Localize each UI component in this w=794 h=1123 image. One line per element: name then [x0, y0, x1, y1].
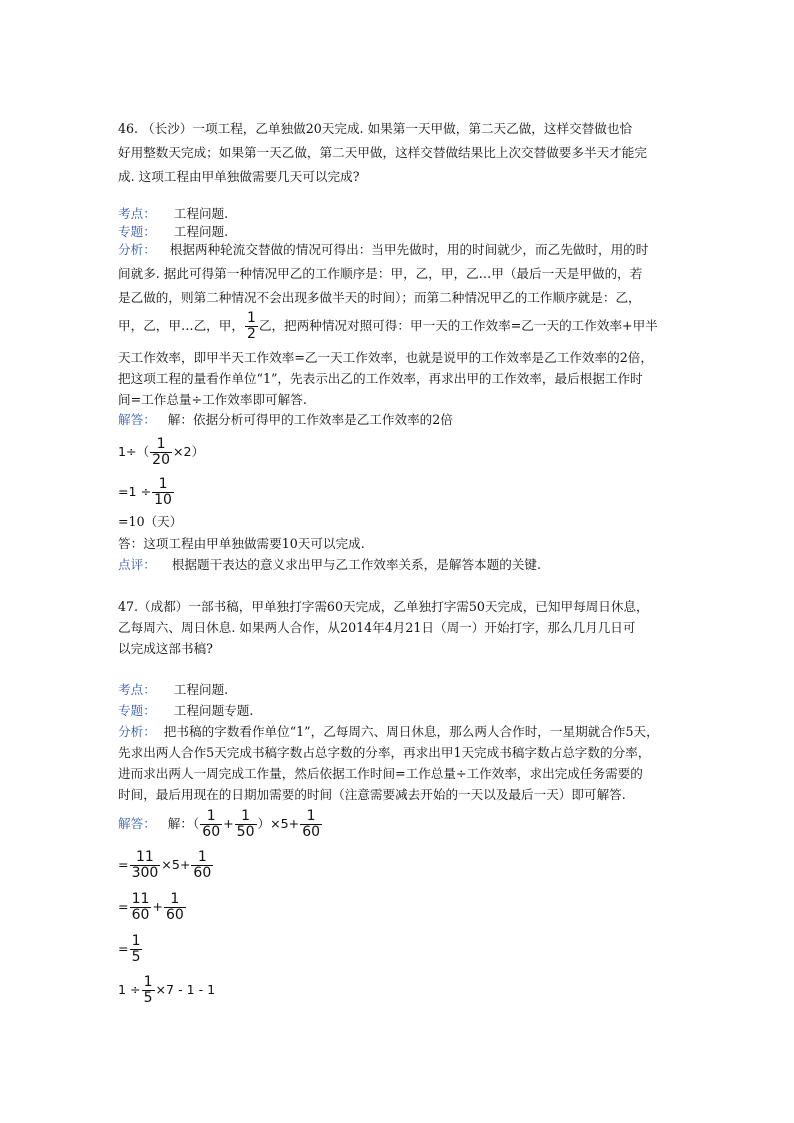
q46-fenxi-5: 天工作效率，即甲半天工作效率=乙一天工作效率，也就是说甲的工作效率是乙工作效率的2倍，	[118, 350, 653, 365]
fenxi-text: 把书稿的字数看作单位“1”，乙每周六、周日休息，那么两人合作时，一星期就合作5天，	[163, 724, 659, 739]
fraction-numerator: 1	[246, 310, 256, 326]
q47-fenxi-1	[118, 724, 659, 740]
step-text: ×2）	[173, 444, 205, 459]
fraction	[245, 311, 258, 342]
q47-step-3	[118, 889, 187, 925]
zhuanti-text: 工程问题专题.	[173, 703, 254, 718]
fenxi-label: 分析：	[118, 724, 156, 739]
fraction-numerator: 11	[136, 849, 154, 865]
fraction	[164, 892, 186, 923]
fraction	[200, 809, 222, 840]
dianping-label: 点评：	[118, 557, 156, 572]
jieda-text: 解：（	[167, 816, 200, 831]
q47-fenxi-3: 进而求出两人一周完成工作量，然后依据工作时间=工作总量÷工作效率，求出完成任务需要的	[118, 766, 643, 781]
q46-dianping	[118, 557, 541, 573]
q47-step-4	[118, 931, 143, 967]
fraction-denominator: 60	[165, 907, 184, 923]
kaodian-text: 工程问题.	[173, 682, 229, 697]
fraction	[191, 850, 213, 881]
q46-step-1	[118, 434, 204, 470]
q47-step-2	[118, 847, 214, 883]
fraction-denominator: 60	[193, 865, 212, 881]
fenxi-4a: 甲，乙，甲…乙，甲，	[118, 318, 244, 333]
step-text: ×7 - 1 - 1	[155, 982, 216, 997]
fraction	[150, 437, 172, 468]
step-text: =	[118, 857, 129, 872]
q46-line-1: 46. （长沙）一项工程，乙单独做20天完成. 如果第一天甲做，第二天乙做，这样交替做也恰	[118, 121, 633, 136]
plus-sign: +	[152, 899, 163, 914]
fraction-denominator: 50	[236, 824, 255, 840]
q47-jieda	[118, 806, 323, 842]
fraction-numerator: 1	[156, 436, 166, 452]
step-text: =1 ÷	[118, 484, 152, 499]
fraction-denominator: 2	[246, 326, 256, 342]
fraction-denominator: 10	[154, 492, 172, 508]
fraction	[300, 809, 322, 840]
fraction-denominator: 5	[131, 949, 141, 965]
fenxi-4b: 乙，把两种情况对照可得：甲一天的工作效率=乙一天的工作效率+甲半	[258, 318, 658, 333]
fraction-numerator: 1	[158, 476, 168, 492]
jieda-label: 解答：	[118, 816, 156, 831]
q47-fenxi-4: 时间，最后用现在的日期加需要的时间（注意需要减去开始的一天以及最后一天）即可解答.	[118, 787, 626, 802]
zhuanti-label: 专题：	[118, 703, 156, 718]
fenxi-text: 根据两种轮流交替做的情况可得出：当甲先做时，用的时间就少，而乙先做时，用的时	[169, 242, 649, 257]
q46-zhuanti	[118, 224, 228, 240]
fraction-numerator: 1	[197, 849, 207, 865]
fraction-denominator: 20	[152, 452, 170, 468]
q47-line-1: 47.（成都）一部书稿，甲单独打字需60天完成，乙单独打字需50天完成，已知甲每周日休息，	[118, 599, 649, 614]
q46-jieda	[118, 412, 453, 428]
jieda-label: 解答：	[118, 412, 156, 427]
fraction	[142, 975, 155, 1006]
step-text: 1 ÷	[118, 982, 141, 997]
step-text: ）×5+	[257, 816, 300, 831]
q47-zhuanti	[118, 703, 253, 719]
zhuanti-label: 专题：	[118, 224, 156, 239]
q46-answer: 答：这项工程由甲单独做需要10天可以完成.	[118, 536, 365, 551]
q47-kaodian	[118, 682, 228, 698]
dianping-text: 根据题干表达的意义求出甲与乙工作效率关系，是解答本题的关键.	[171, 557, 542, 572]
q46-step-3: =10（天）	[118, 514, 183, 529]
fraction-denominator: 60	[202, 824, 221, 840]
fraction	[235, 809, 257, 840]
kaodian-text: 工程问题.	[173, 206, 229, 221]
fraction-numerator: 1	[131, 933, 141, 949]
step-text: =	[118, 899, 129, 914]
fraction-numerator: 11	[131, 891, 150, 907]
plus-sign: +	[223, 816, 234, 831]
kaodian-label: 考点：	[118, 206, 156, 221]
q46-fenxi-2: 间就多. 据此可得第一种情况甲乙的工作顺序是：甲，乙，甲，乙…甲（最后一天是甲做的，若	[118, 266, 643, 281]
fraction-numerator: 1	[143, 974, 153, 990]
q46-kaodian	[118, 206, 228, 222]
fenxi-label: 分析：	[118, 242, 156, 257]
fraction-numerator: 1	[170, 891, 180, 907]
q46-fenxi-7: 间=工作总量÷工作效率即可解答.	[118, 392, 307, 407]
fraction-numerator: 1	[306, 808, 316, 824]
q47-step-5	[118, 972, 215, 1008]
step-text: ×5+	[161, 857, 191, 872]
q47-fenxi-2: 先求出两人合作5天完成书稿字数占总字数的分率，再求出甲1天完成书稿字数占总字数的分率，	[118, 745, 651, 760]
step-text: 1÷（	[118, 444, 150, 459]
q46-fenxi-1	[118, 242, 648, 258]
fraction	[130, 892, 152, 923]
q47-line-2: 乙每周六、周日休息. 如果两人合作，从2014年4月21日（周一）开始打字，那么几月几日可	[118, 620, 636, 635]
fraction-numerator: 1	[206, 808, 216, 824]
q47-line-3: 以完成这部书稿?	[118, 641, 213, 656]
q46-step-2	[118, 474, 175, 510]
q46-fenxi-4	[118, 309, 658, 343]
q46-line-3: 成. 这项工程由甲单独做需要几天可以完成?	[118, 169, 360, 184]
fraction	[130, 850, 161, 881]
jieda-text: 解：依据分析可得甲的工作效率是乙工作效率的2倍	[167, 412, 453, 427]
fraction-numerator: 1	[241, 808, 251, 824]
q46-fenxi-3: 是乙做的，则第二种情况不会出现多做半天的时间）；而第二种情况甲乙的工作顺序就是：乙，	[118, 290, 641, 305]
fraction	[130, 934, 143, 965]
q46-fenxi-6: 把这项工程的量看作单位“1”，先表示出乙的工作效率，再求出甲的工作效率，最后根据工作时	[118, 371, 643, 386]
kaodian-label: 考点：	[118, 682, 156, 697]
q46-line-2: 好用整数天完成；如果第一天乙做，第二天甲做，这样交替做结果比上次交替做要多半天才能完	[118, 145, 647, 160]
fraction-denominator: 300	[131, 865, 159, 881]
zhuanti-text: 工程问题.	[173, 224, 229, 239]
fraction	[152, 477, 174, 508]
step-text: =	[118, 941, 129, 956]
fraction-denominator: 5	[143, 990, 153, 1006]
fraction-denominator: 60	[131, 907, 150, 923]
fraction-denominator: 60	[302, 824, 321, 840]
